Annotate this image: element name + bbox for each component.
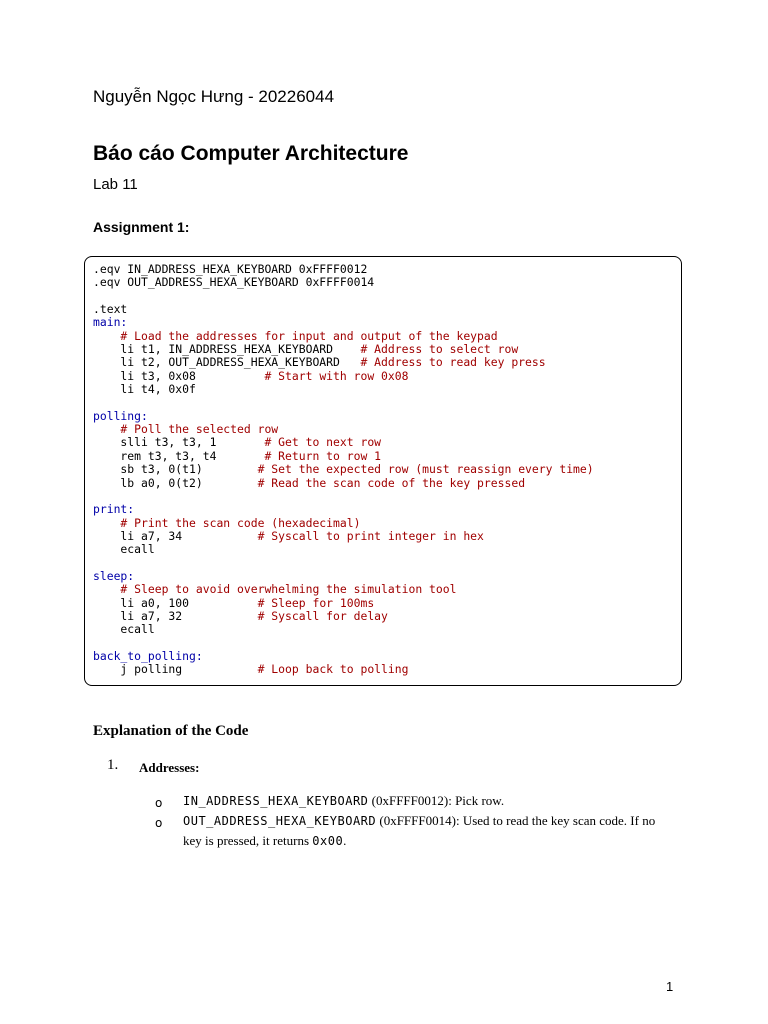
code-comment: # Read the scan code of the key pressed (257, 475, 526, 490)
code-line (93, 543, 681, 556)
code-text: li t2, OUT_ADDRESS_HEXA_KEYBOARD (93, 355, 361, 370)
code-text: slli t3, t3, 1 (93, 435, 265, 450)
code-comment: # Start with row 0x08 (264, 368, 409, 383)
code-comment: # Loop back to polling (257, 662, 409, 677)
bullet-circle-icon: o (155, 816, 163, 830)
code-comment: # Poll the selected row (93, 422, 279, 437)
code-line (93, 450, 681, 463)
bullet-in-address (183, 791, 683, 811)
code-comment: # Syscall for delay (257, 608, 388, 623)
code-line (93, 490, 681, 503)
code-line (93, 383, 681, 396)
code-line (93, 530, 681, 543)
code-line (93, 650, 681, 663)
code-label: sleep: (93, 568, 135, 583)
code-line (93, 396, 681, 409)
code-line (93, 303, 681, 316)
code-text: li a0, 100 (93, 595, 258, 610)
code-text: li t3, 0x08 (93, 368, 265, 383)
code-label: back_to_polling: (93, 648, 203, 663)
code-line (93, 477, 681, 490)
bullet-circle-icon: o (155, 796, 163, 810)
code-line (93, 517, 681, 530)
code-line (93, 330, 681, 343)
code-label: polling: (93, 408, 148, 423)
code-comment: # Syscall to print integer in hex (257, 528, 484, 543)
out-address-end: . (343, 833, 347, 848)
code-text: li a7, 32 (93, 608, 258, 623)
code-comment: # Set the expected row (must reassign every time) (257, 462, 594, 477)
code-text: li t1, IN_ADDRESS_HEXA_KEYBOARD (93, 342, 361, 357)
code-text: .eqv IN_ADDRESS_HEXA_KEYBOARD 0xFFFF0012 (93, 262, 368, 276)
code-text: sb t3, 0(t1) (93, 462, 258, 477)
code-comment: # Address to read key press (360, 355, 546, 370)
code-line (93, 410, 681, 423)
code-line (93, 570, 681, 583)
in-address-name: IN_ADDRESS_HEXA_KEYBOARD (183, 794, 369, 808)
code-line (93, 623, 681, 636)
code-text: li t4, 0x0f (93, 382, 196, 397)
list-item-number: 1. (107, 757, 119, 773)
bullet-out-address (183, 811, 673, 851)
code-line (93, 597, 681, 610)
code-comment: # Return to row 1 (264, 448, 382, 463)
code-line (93, 583, 681, 596)
code-line (93, 290, 681, 303)
code-comment: # Address to select row (360, 342, 519, 357)
author-line: Nguyễn Ngọc Hưng - 20226044 (93, 87, 335, 106)
code-label: main: (93, 315, 128, 330)
explanation-heading: Explanation of the Code (93, 723, 249, 739)
code-text: lb a0, 0(t2) (93, 475, 258, 490)
code-comment: # Sleep for 100ms (257, 595, 375, 610)
list-item-title: Addresses: (139, 760, 200, 775)
code-block (84, 256, 682, 686)
document-title: Báo cáo Computer Architecture (93, 142, 409, 165)
code-text: rem t3, t3, t4 (93, 448, 265, 463)
out-address-name: OUT_ADDRESS_HEXA_KEYBOARD (183, 814, 377, 828)
code-line (93, 610, 681, 623)
code-label: print: (93, 502, 135, 517)
assignment-heading: Assignment 1: (93, 219, 190, 235)
in-address-desc: (0xFFFF0012): Pick row. (368, 793, 505, 808)
code-line (93, 370, 681, 383)
code-line (93, 316, 681, 329)
code-line (93, 663, 681, 676)
code-line (93, 503, 681, 516)
code-line (93, 436, 681, 449)
code-comment: # Sleep to avoid overwhelming the simulation tool (93, 582, 457, 597)
code-comment: # Load the addresses for input and output of the keypad (93, 328, 498, 343)
code-text: .text (93, 302, 128, 317)
code-text: j polling (93, 662, 258, 677)
code-line (93, 463, 681, 476)
code-line (93, 343, 681, 356)
code-line (93, 276, 681, 289)
code-text: ecall (93, 622, 155, 637)
no-key-code: 0x00 (312, 834, 344, 848)
code-line (93, 423, 681, 436)
code-comment: # Get to next row (264, 435, 382, 450)
code-text: li a7, 34 (93, 528, 258, 543)
code-text: .eqv OUT_ADDRESS_HEXA_KEYBOARD 0xFFFF0014 (93, 275, 375, 290)
page-number: 1 (666, 979, 674, 994)
code-line (93, 263, 681, 276)
code-line (93, 356, 681, 369)
code-text: ecall (93, 542, 155, 557)
out-address-desc: (0xFFFF0014): Used to read the key scan code. If no key is pressed, it returns (183, 813, 656, 848)
code-line (93, 557, 681, 570)
document-subtitle: Lab 11 (93, 176, 138, 193)
code-line (93, 637, 681, 650)
code-comment: # Print the scan code (hexadecimal) (93, 515, 361, 530)
